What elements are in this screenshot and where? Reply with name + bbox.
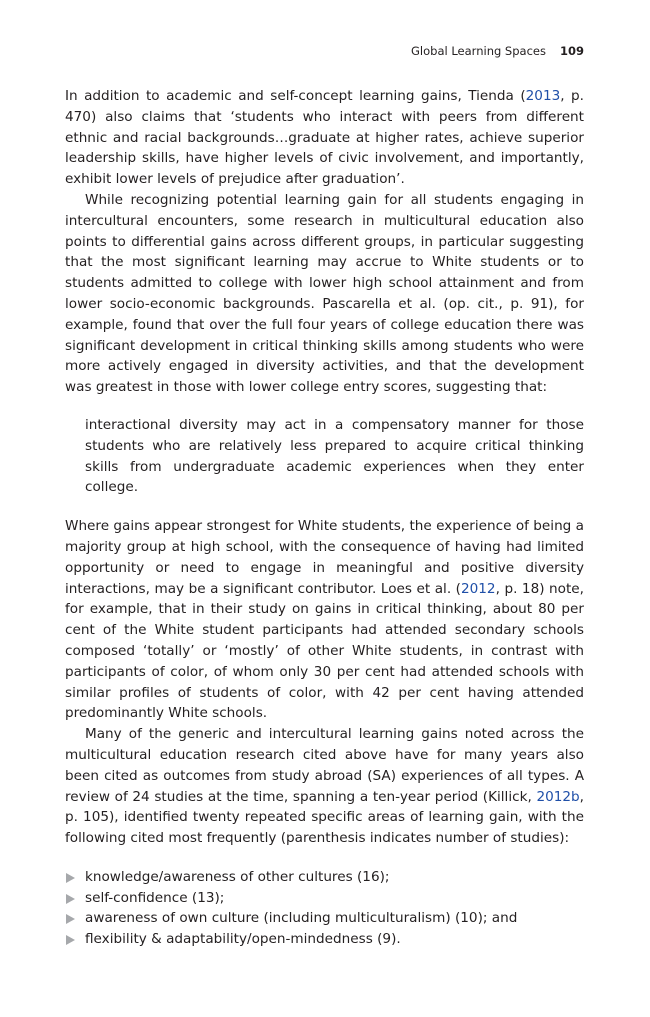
running-head	[411, 44, 584, 58]
paragraph-1	[65, 86, 584, 190]
paragraph-2: While recognizing potential learning gain for all students engaging in intercultural encounters, some research in multicultural education also points to differential gains across different groups, in particular suggesting that the most significant learning may accrue to White students or to students admitted to college with lower high school attainment and from lower socio-economic backgrounds. Pascarella et al. (op. cit., p. 91), for example, found that over the full four years of college education there was significant development in critical thinking skills among students who were more actively engaged in diversity activities, and that the development was greatest in those with lower college entry scores, suggesting that:	[65, 191, 584, 396]
block-quote: interactional diversity may act in a compensatory manner for those students who are relatively less prepared to acquire critical thinking skills from undergraduate academic experiences when they enter college.	[85, 416, 584, 496]
paragraph-3-text-b: , p. 18) note, for example, that in their study on gains in critical thinking, about 80 per cent of the White student participants had attended secondary schools composed ‘totally’ or ‘mostly’ of other White students, in contrast with participants of color, of whom only 30 per cent had attended schools with similar profiles of students of color, with 42 per cent having attended predominantly White schools.	[65, 580, 584, 722]
page-number: 109	[559, 44, 584, 58]
citation-link-killick-2012b[interactable]: 2012b	[536, 788, 580, 805]
citation-link-loes-2012[interactable]: 2012	[460, 580, 496, 597]
triangle-right-icon	[66, 873, 75, 883]
paragraph-1-text-a: In addition to academic and self-concept learning gains, Tienda (	[65, 88, 526, 104]
list-item	[65, 929, 584, 950]
paragraph-1-text-b: , p. 470) also claims that ‘students who interact with peers from different ethnic and racial backgrounds…graduate at higher rates, achieve superior leadership skills, have higher levels of civic involvement, and importantly, exhibit lower levels of prejudice after graduation’.	[65, 88, 584, 188]
body-text	[65, 86, 584, 950]
paragraph-3	[65, 516, 584, 724]
list-item-text: flexibility & adaptability/open-mindedness (9).	[85, 931, 401, 948]
triangle-right-icon	[66, 935, 75, 945]
list-item-text: awareness of own culture (including multiculturalism) (10); and	[85, 910, 518, 927]
list-item	[65, 867, 584, 888]
learning-gains-list	[65, 867, 584, 950]
running-title: Global Learning Spaces	[411, 44, 546, 58]
paragraph-4-text-a: Many of the generic and intercultural learning gains noted across the multicultural education research cited above have for many years also been cited as outcomes from study abroad (SA) experiences of all types. A review of 24 studies at the time, spanning a ten-year period (Killick,	[65, 726, 584, 805]
list-item-text: knowledge/awareness of other cultures (16);	[85, 868, 390, 885]
citation-link-tienda-2013[interactable]: 2013	[525, 88, 561, 104]
paragraph-4-text-b: , p. 105), identified twenty repeated specific areas of learning gain, with the following cited most frequently (parenthesis indicates number of studies):	[65, 788, 584, 847]
list-item	[65, 888, 584, 909]
triangle-right-icon	[66, 894, 75, 904]
paragraph-3-text-a: Where gains appear strongest for White students, the experience of being a majority group at high school, with the consequence of having had limited opportunity or need to engage in meaningful and positive diversity interactions, may be a significant contributor. Loes et al. (	[65, 518, 584, 597]
paragraph-4	[65, 724, 584, 849]
list-item-text: self-confidence (13);	[85, 889, 225, 906]
triangle-right-icon	[66, 914, 75, 924]
list-item	[65, 908, 584, 929]
